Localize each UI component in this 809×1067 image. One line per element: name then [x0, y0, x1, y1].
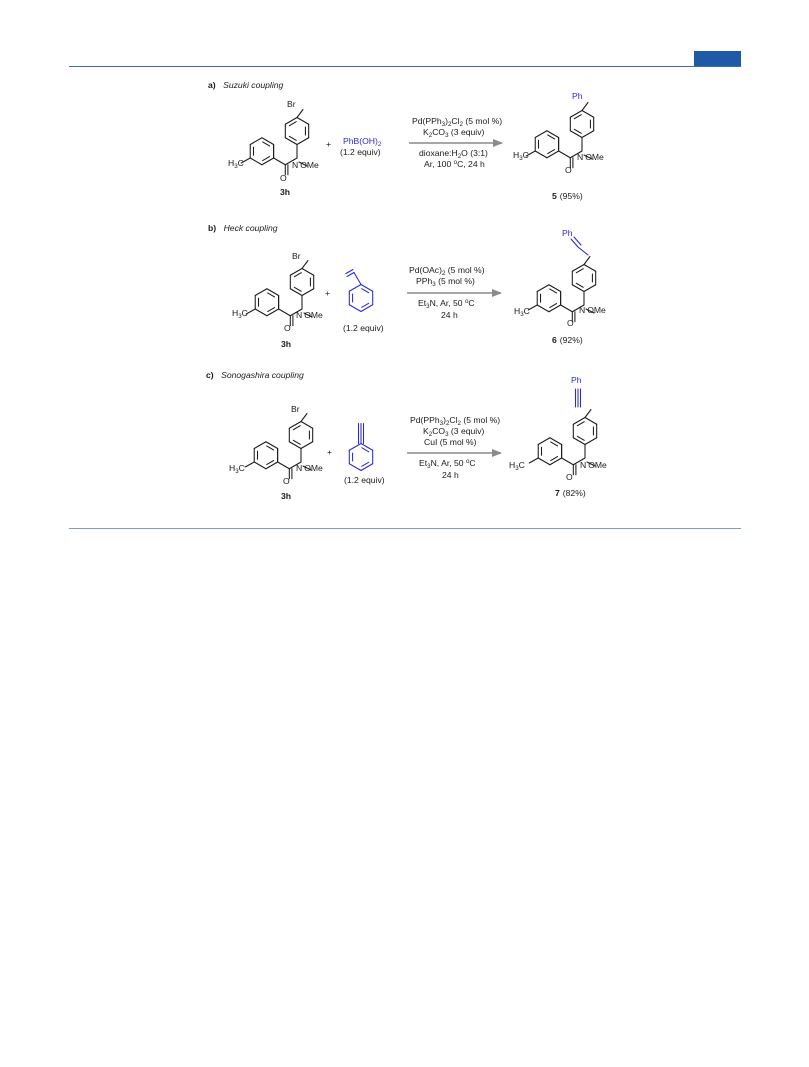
phenyl-substituent-label: Ph	[571, 375, 582, 385]
scheme-title: Suzuki coupling	[223, 80, 284, 90]
reagent-equiv: (1.2 equiv)	[343, 323, 384, 333]
bond	[263, 157, 270, 161]
bond	[250, 138, 262, 145]
bond	[585, 410, 591, 418]
scheme-title: Sonogashira coupling	[221, 370, 304, 380]
bond	[289, 442, 301, 449]
carbonyl-oxygen-label: O	[565, 165, 572, 175]
bond	[301, 414, 307, 422]
bond	[294, 273, 301, 277]
bond	[268, 308, 275, 312]
bond	[254, 462, 266, 469]
catalyst-condition: $Pd(OAc)_2$ (5 mol %)	[409, 265, 485, 277]
n-methoxy-label: N OMe	[577, 152, 604, 162]
bond	[289, 422, 301, 429]
plus-sign: +	[326, 139, 332, 149]
bond	[361, 305, 373, 312]
carbonyl-oxygen-label: O	[284, 323, 291, 333]
bond	[268, 293, 275, 297]
bond	[538, 438, 550, 445]
bond	[570, 131, 582, 138]
bond	[245, 462, 254, 467]
bond	[302, 261, 308, 269]
bond	[548, 150, 555, 154]
bond	[584, 265, 596, 272]
bond	[267, 446, 274, 450]
phenylacetylene-structure	[349, 424, 372, 471]
bond	[255, 289, 267, 296]
bond	[535, 131, 547, 138]
bond	[584, 285, 596, 292]
compound-id: 3h	[281, 339, 292, 349]
carbonyl-oxygen-label: O	[566, 472, 573, 482]
bond	[266, 462, 278, 469]
bond	[550, 458, 562, 465]
bond	[577, 436, 584, 440]
solvent-condition: $dioxane:H_2O$ (3:1)	[419, 148, 488, 160]
bond	[582, 103, 588, 111]
phenyl-substituent-label: Ph	[572, 91, 583, 101]
bond	[361, 464, 373, 471]
bond	[538, 458, 550, 465]
bond	[537, 305, 549, 312]
bond	[362, 448, 369, 452]
bond	[537, 285, 549, 292]
reactant-structure	[232, 251, 323, 349]
carbonyl-oxygen-label: O	[567, 318, 574, 328]
bond	[293, 440, 300, 444]
scheme-label: c)	[206, 370, 214, 380]
bond	[551, 457, 558, 461]
bond	[549, 305, 561, 312]
n-methoxy-label: N OMe	[579, 305, 606, 315]
carbonyl-oxygen-label: O	[280, 173, 287, 183]
scheme-suzuki	[208, 75, 604, 201]
bond	[346, 270, 353, 274]
bond	[361, 444, 373, 451]
n-methoxy-label: N OMe	[580, 460, 607, 470]
bond	[559, 151, 571, 158]
base-temperature-condition: $Et_3N$, Ar, 50 $^o$C	[419, 458, 476, 470]
bond	[297, 110, 303, 118]
bromo-substituent-label: Br	[287, 99, 296, 109]
bond	[578, 247, 588, 255]
bond	[550, 289, 557, 293]
base-condition: $K_2CO_3$ (3 equiv)	[423, 127, 485, 139]
bond	[349, 444, 361, 451]
bond	[362, 289, 369, 293]
bond	[285, 138, 297, 145]
phenyl-substituent-label: Ph	[562, 228, 573, 238]
bond	[549, 285, 561, 292]
bond	[349, 285, 361, 292]
bond	[572, 285, 584, 292]
scheme-label: b)	[208, 223, 217, 233]
bond	[297, 138, 309, 145]
scheme-title: Heck coupling	[223, 223, 278, 233]
bond	[290, 269, 302, 276]
plus-sign: +	[327, 447, 333, 457]
bond	[262, 138, 274, 145]
reagent-equiv: (1.2 equiv)	[344, 475, 385, 485]
bond	[267, 289, 279, 296]
bond	[570, 111, 582, 118]
bond	[585, 438, 597, 445]
product-structure	[514, 228, 606, 345]
bond	[297, 118, 309, 125]
n-methoxy-label: N OMe	[292, 160, 319, 170]
svg-text:a) Suzuki coupling	[208, 75, 284, 92]
reactant-structure	[229, 404, 323, 501]
bromo-substituent-label: Br	[292, 251, 301, 261]
bond	[289, 122, 296, 126]
methyl-substituent-label: $H_3C$	[229, 463, 245, 475]
product-structure	[513, 91, 604, 201]
reagent-formula: $PhB(OH)_2$	[343, 136, 382, 148]
bond	[551, 442, 558, 446]
bond	[289, 136, 296, 140]
bond	[547, 131, 559, 138]
bond	[576, 269, 583, 273]
bond	[361, 285, 373, 292]
plus-sign: +	[325, 288, 331, 298]
bond	[301, 442, 313, 449]
reagent-equiv: (1.2 equiv)	[340, 147, 381, 157]
bond	[548, 135, 555, 139]
bond	[293, 426, 300, 430]
ligand-condition: PPh$_3$ (5 mol %)	[416, 276, 475, 288]
svg-text:b) Heck coupling	[208, 218, 278, 235]
bond	[302, 289, 314, 296]
base-temperature-condition: $Et_3N$, Ar, 50 $^o$C	[418, 298, 475, 310]
header-accent-block	[694, 51, 741, 66]
bond	[266, 442, 278, 449]
bond	[573, 438, 585, 445]
compound-id: 3h	[280, 187, 291, 197]
bond	[267, 461, 274, 465]
bond	[529, 458, 538, 463]
catalyst-condition: $Pd(PPh_3)_2Cl_2$ (5 mol %)	[412, 116, 503, 128]
base-condition: $K_2CO_3$ (3 equiv)	[423, 426, 485, 438]
bond	[582, 111, 594, 118]
bond	[294, 287, 301, 291]
bromo-substituent-label: Br	[291, 404, 300, 414]
reactant-structure	[228, 99, 319, 197]
product-id-yield: 7 (82%)	[555, 488, 586, 498]
bond	[262, 158, 274, 165]
temperature-time-condition: Ar, 100 $^o$C, 24 h	[424, 159, 485, 169]
bond	[279, 309, 291, 316]
bond	[349, 305, 361, 312]
product-id-yield: 5 (95%)	[552, 191, 583, 201]
bond	[576, 283, 583, 287]
bond	[285, 118, 297, 125]
bond	[535, 151, 547, 158]
bond	[267, 309, 279, 316]
bond	[278, 462, 290, 469]
bond	[574, 115, 581, 119]
scheme-sonogashira	[206, 365, 607, 501]
bond	[584, 257, 590, 265]
methyl-substituent-label: $H_3C$	[232, 308, 248, 320]
methyl-substituent-label: $H_3C$	[514, 306, 530, 318]
bond	[550, 304, 557, 308]
bond	[362, 462, 369, 466]
product-id-yield: 6 (92%)	[552, 335, 583, 345]
carbonyl-oxygen-label: O	[283, 476, 290, 486]
bond	[572, 265, 584, 272]
bond	[302, 269, 314, 276]
bond	[585, 418, 597, 425]
bond	[349, 464, 361, 471]
time-condition: 24 h	[441, 310, 458, 320]
methyl-substituent-label: $H_3C$	[509, 460, 525, 472]
bond	[577, 422, 584, 426]
methyl-substituent-label: $H_3C$	[513, 150, 529, 162]
bond	[250, 158, 262, 165]
bond	[301, 422, 313, 429]
methyl-substituent-label: $H_3C$	[228, 158, 244, 170]
bond	[254, 442, 266, 449]
catalyst-condition: $Pd(PPh_3)_2Cl_2$ (5 mol %)	[410, 415, 501, 427]
bond	[274, 158, 286, 165]
bond	[290, 289, 302, 296]
compound-id: 3h	[281, 491, 292, 501]
bond	[562, 458, 574, 465]
bond	[547, 151, 559, 158]
svg-text:c) Sonogashira coupling	[206, 365, 304, 382]
bond	[573, 418, 585, 425]
bond	[582, 131, 594, 138]
bond	[362, 303, 369, 307]
scheme-label: a)	[208, 80, 216, 90]
bond	[255, 309, 267, 316]
cocatalyst-condition: CuI (5 mol %)	[424, 437, 477, 447]
time-condition: 24 h	[442, 470, 459, 480]
bond	[347, 273, 354, 277]
scheme-heck	[208, 218, 606, 349]
bond	[354, 273, 361, 285]
bond	[263, 142, 270, 146]
n-methoxy-label: N OMe	[296, 310, 323, 320]
bond	[550, 438, 562, 445]
styrene-structure	[346, 270, 373, 312]
n-methoxy-label: N OMe	[296, 463, 323, 473]
bond	[574, 129, 581, 133]
bond	[561, 305, 573, 312]
product-structure	[509, 375, 607, 498]
